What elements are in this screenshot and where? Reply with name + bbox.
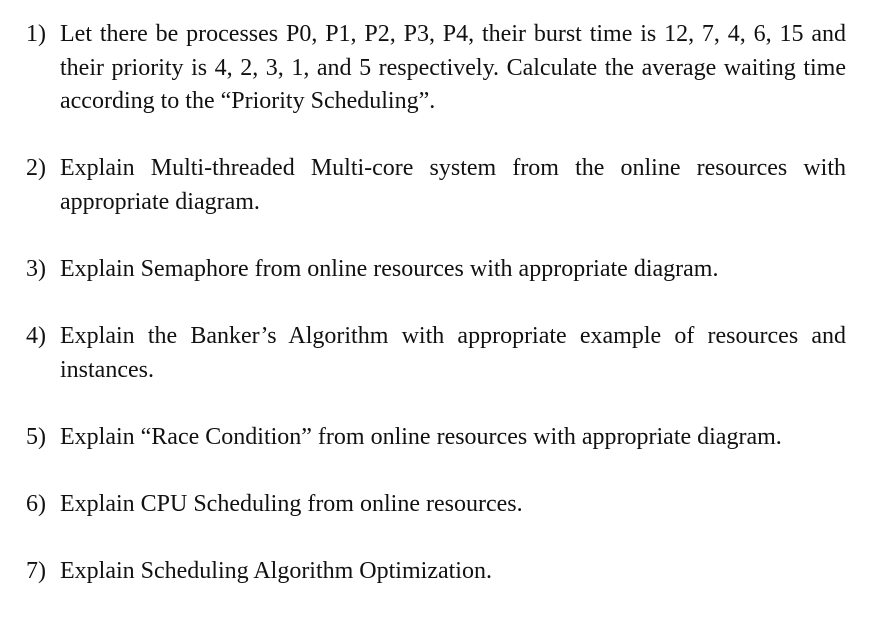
question-number: 3) [26, 256, 46, 282]
question-text: Explain CPU Scheduling from online resources. [60, 491, 523, 517]
question-text: Explain “Race Condition” from online resources with appropriate diagram. [60, 424, 782, 450]
question-number: 1) [26, 21, 46, 47]
question-item-1 [26, 18, 846, 119]
question-number: 5) [26, 424, 46, 450]
question-number: 2) [26, 155, 46, 181]
question-number: 6) [26, 491, 46, 517]
question-item-5 [26, 421, 846, 455]
question-item-4 [26, 320, 846, 387]
question-text: Explain Semaphore from online resources with appropriate diagram. [60, 256, 719, 282]
question-text: Let there be processes P0, P1, P2, P3, P4, their burst time is 12, 7, 4, 6, 15 and their priority is 4, 2, 3, 1, and 5 respectively. Calculate the average waiting time according to the “Priority Scheduling”. [60, 21, 846, 114]
question-item-2 [26, 152, 846, 219]
question-text: Explain Multi-threaded Multi-core system from the online resources with appropriate diagram. [60, 155, 846, 215]
question-number: 7) [26, 558, 46, 584]
question-number: 4) [26, 323, 46, 349]
question-item-7 [26, 555, 846, 589]
question-text: Explain the Banker’s Algorithm with appropriate example of resources and instances. [60, 323, 846, 383]
question-item-6 [26, 488, 846, 522]
question-item-3 [26, 253, 846, 287]
question-text: Explain Scheduling Algorithm Optimization. [60, 558, 492, 584]
